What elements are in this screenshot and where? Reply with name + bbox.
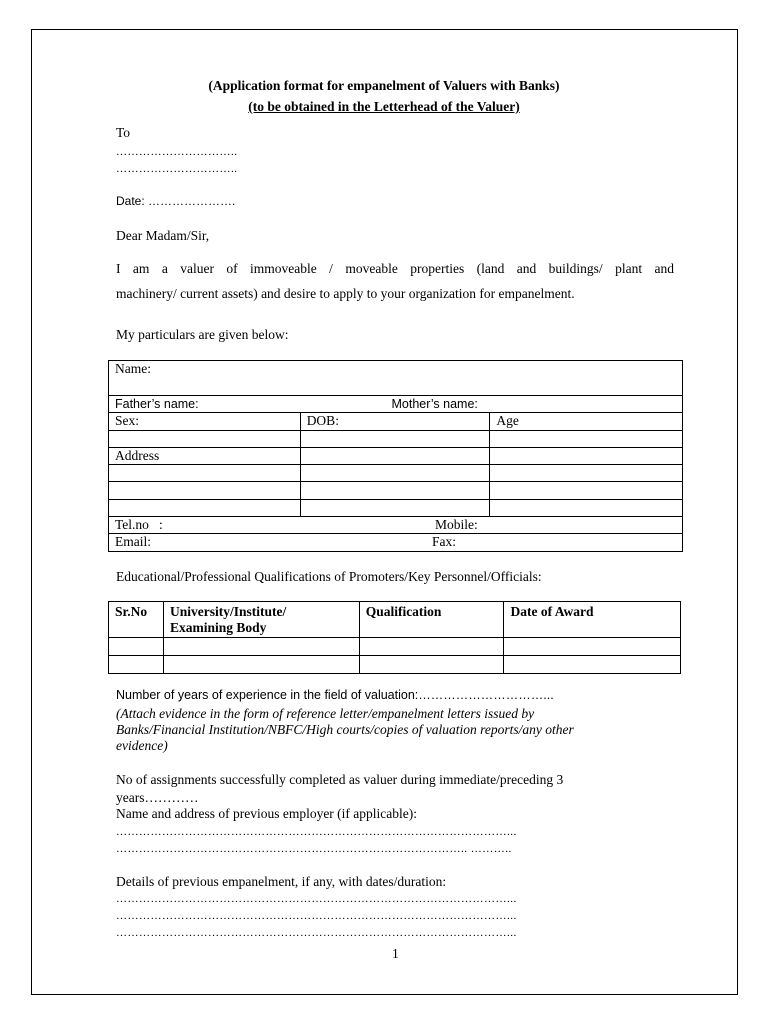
tel-label: Tel.no : <box>115 517 163 533</box>
fax-label: Fax: <box>432 534 457 550</box>
qualifications-intro: Educational/Professional Qualifications of Promoters/Key Personnel/Officials: <box>116 569 542 584</box>
sex-label: Sex: <box>115 413 140 429</box>
empanelment-label: Details of previous empanelment, if any, with dates/duration: <box>116 874 447 889</box>
age-label: Age <box>496 413 519 429</box>
blank-cell[interactable] <box>163 638 359 656</box>
mobile-label: Mobile: <box>435 517 478 533</box>
col-header-srno: Sr.No <box>109 602 164 638</box>
blank-cell[interactable] <box>490 465 683 482</box>
blank-cell[interactable] <box>359 656 504 674</box>
intro-paragraph-line-2: machinery/ current assets) and desire to apply to your organization for empanelment. <box>116 286 575 301</box>
table-row <box>109 396 683 413</box>
dob-cell[interactable] <box>300 413 490 430</box>
form-subtitle: (to be obtained in the Letterhead of the Valuer) <box>248 99 520 114</box>
table-row <box>109 413 683 430</box>
blank-cell[interactable] <box>109 430 301 447</box>
blank-cell[interactable] <box>300 430 490 447</box>
blank-cell[interactable] <box>300 482 490 499</box>
phone-cell[interactable] <box>109 517 683 534</box>
name-cell[interactable] <box>109 361 683 396</box>
employer-label: Name and address of previous employer (if applicable): <box>116 806 418 821</box>
col-header-qualification: Qualification <box>359 602 504 638</box>
blank-cell[interactable] <box>300 499 490 516</box>
salutation: Dear Madam/Sir, <box>116 228 210 243</box>
experience-note-line-3: evidence) <box>116 738 168 753</box>
blank-cell[interactable] <box>490 447 683 464</box>
address-label: Address <box>115 447 160 463</box>
email-label: Email: <box>115 534 151 550</box>
col-header-date-of-award: Date of Award <box>504 602 681 638</box>
table-row <box>109 656 681 674</box>
table-header-row <box>109 602 681 638</box>
blank-cell[interactable] <box>300 447 490 464</box>
address-line-1: ………………………….. <box>116 146 238 158</box>
assignments-line-2: years………… <box>116 790 199 805</box>
empanelment-dots-1: …………………………………………………………………………………………... <box>116 893 517 905</box>
blank-cell[interactable] <box>504 656 681 674</box>
date-field: Date: …………………. <box>116 194 236 208</box>
table-row <box>109 465 683 482</box>
father-name-label: Father’s name: <box>115 397 199 411</box>
blank-cell[interactable] <box>490 499 683 516</box>
blank-cell[interactable] <box>300 465 490 482</box>
blank-cell[interactable] <box>109 465 301 482</box>
address-cell[interactable] <box>109 447 301 464</box>
intro-paragraph-line-1: I am a valuer of immoveable / moveable properties (land and buildings/ plant and <box>116 261 674 276</box>
blank-cell[interactable] <box>109 482 301 499</box>
blank-cell[interactable] <box>109 638 164 656</box>
mother-name-label: Mother’s name: <box>391 397 478 411</box>
assignments-line-1: No of assignments successfully completed as valuer during immediate/preceding 3 <box>116 772 564 787</box>
blank-cell[interactable] <box>163 656 359 674</box>
experience-note-line-1: (Attach evidence in the form of reference letter/empanelment letters issued by <box>116 706 535 721</box>
form-title: (Application format for empanelment of Valuers with Banks) <box>208 78 560 93</box>
qualifications-table <box>108 601 681 674</box>
blank-cell[interactable] <box>359 638 504 656</box>
dob-label: DOB: <box>306 413 339 429</box>
table-row <box>109 638 681 656</box>
blank-cell[interactable] <box>490 430 683 447</box>
table-row <box>109 534 683 551</box>
experience-line: Number of years of experience in the field of valuation:…………………………... <box>116 688 554 702</box>
col-header-university-line-2: Examining Body <box>169 620 267 635</box>
table-row <box>109 447 683 464</box>
employer-dots-2: ……………………………………………………………………………….. ……….. <box>116 843 512 855</box>
blank-cell[interactable] <box>109 656 164 674</box>
particulars-intro: My particulars are given below: <box>116 327 289 342</box>
to-label: To <box>116 125 131 140</box>
blank-cell[interactable] <box>490 482 683 499</box>
age-cell[interactable] <box>490 413 683 430</box>
particulars-table <box>108 360 683 552</box>
address-line-2: ………………………….. <box>116 163 238 175</box>
parents-cell[interactable] <box>109 396 683 413</box>
name-label: Name: <box>115 361 151 376</box>
employer-dots-1: …………………………………………………………………………………………... <box>116 826 517 838</box>
col-header-university-line-1: University/Institute/ <box>169 604 287 619</box>
sex-cell[interactable] <box>109 413 301 430</box>
blank-cell[interactable] <box>504 638 681 656</box>
col-header-university <box>163 602 359 638</box>
email-cell[interactable] <box>109 534 683 551</box>
table-row <box>109 482 683 499</box>
blank-cell[interactable] <box>109 499 301 516</box>
empanelment-dots-2: …………………………………………………………………………………………... <box>116 910 517 922</box>
empanelment-dots-3: …………………………………………………………………………………………... <box>116 927 517 939</box>
table-row <box>109 430 683 447</box>
experience-note-line-2: Banks/Financial Institution/NBFC/High courts/copies of valuation reports/any other <box>116 722 574 737</box>
page-number: 1 <box>392 946 399 961</box>
table-row <box>109 517 683 534</box>
table-row <box>109 499 683 516</box>
table-row <box>109 361 683 396</box>
